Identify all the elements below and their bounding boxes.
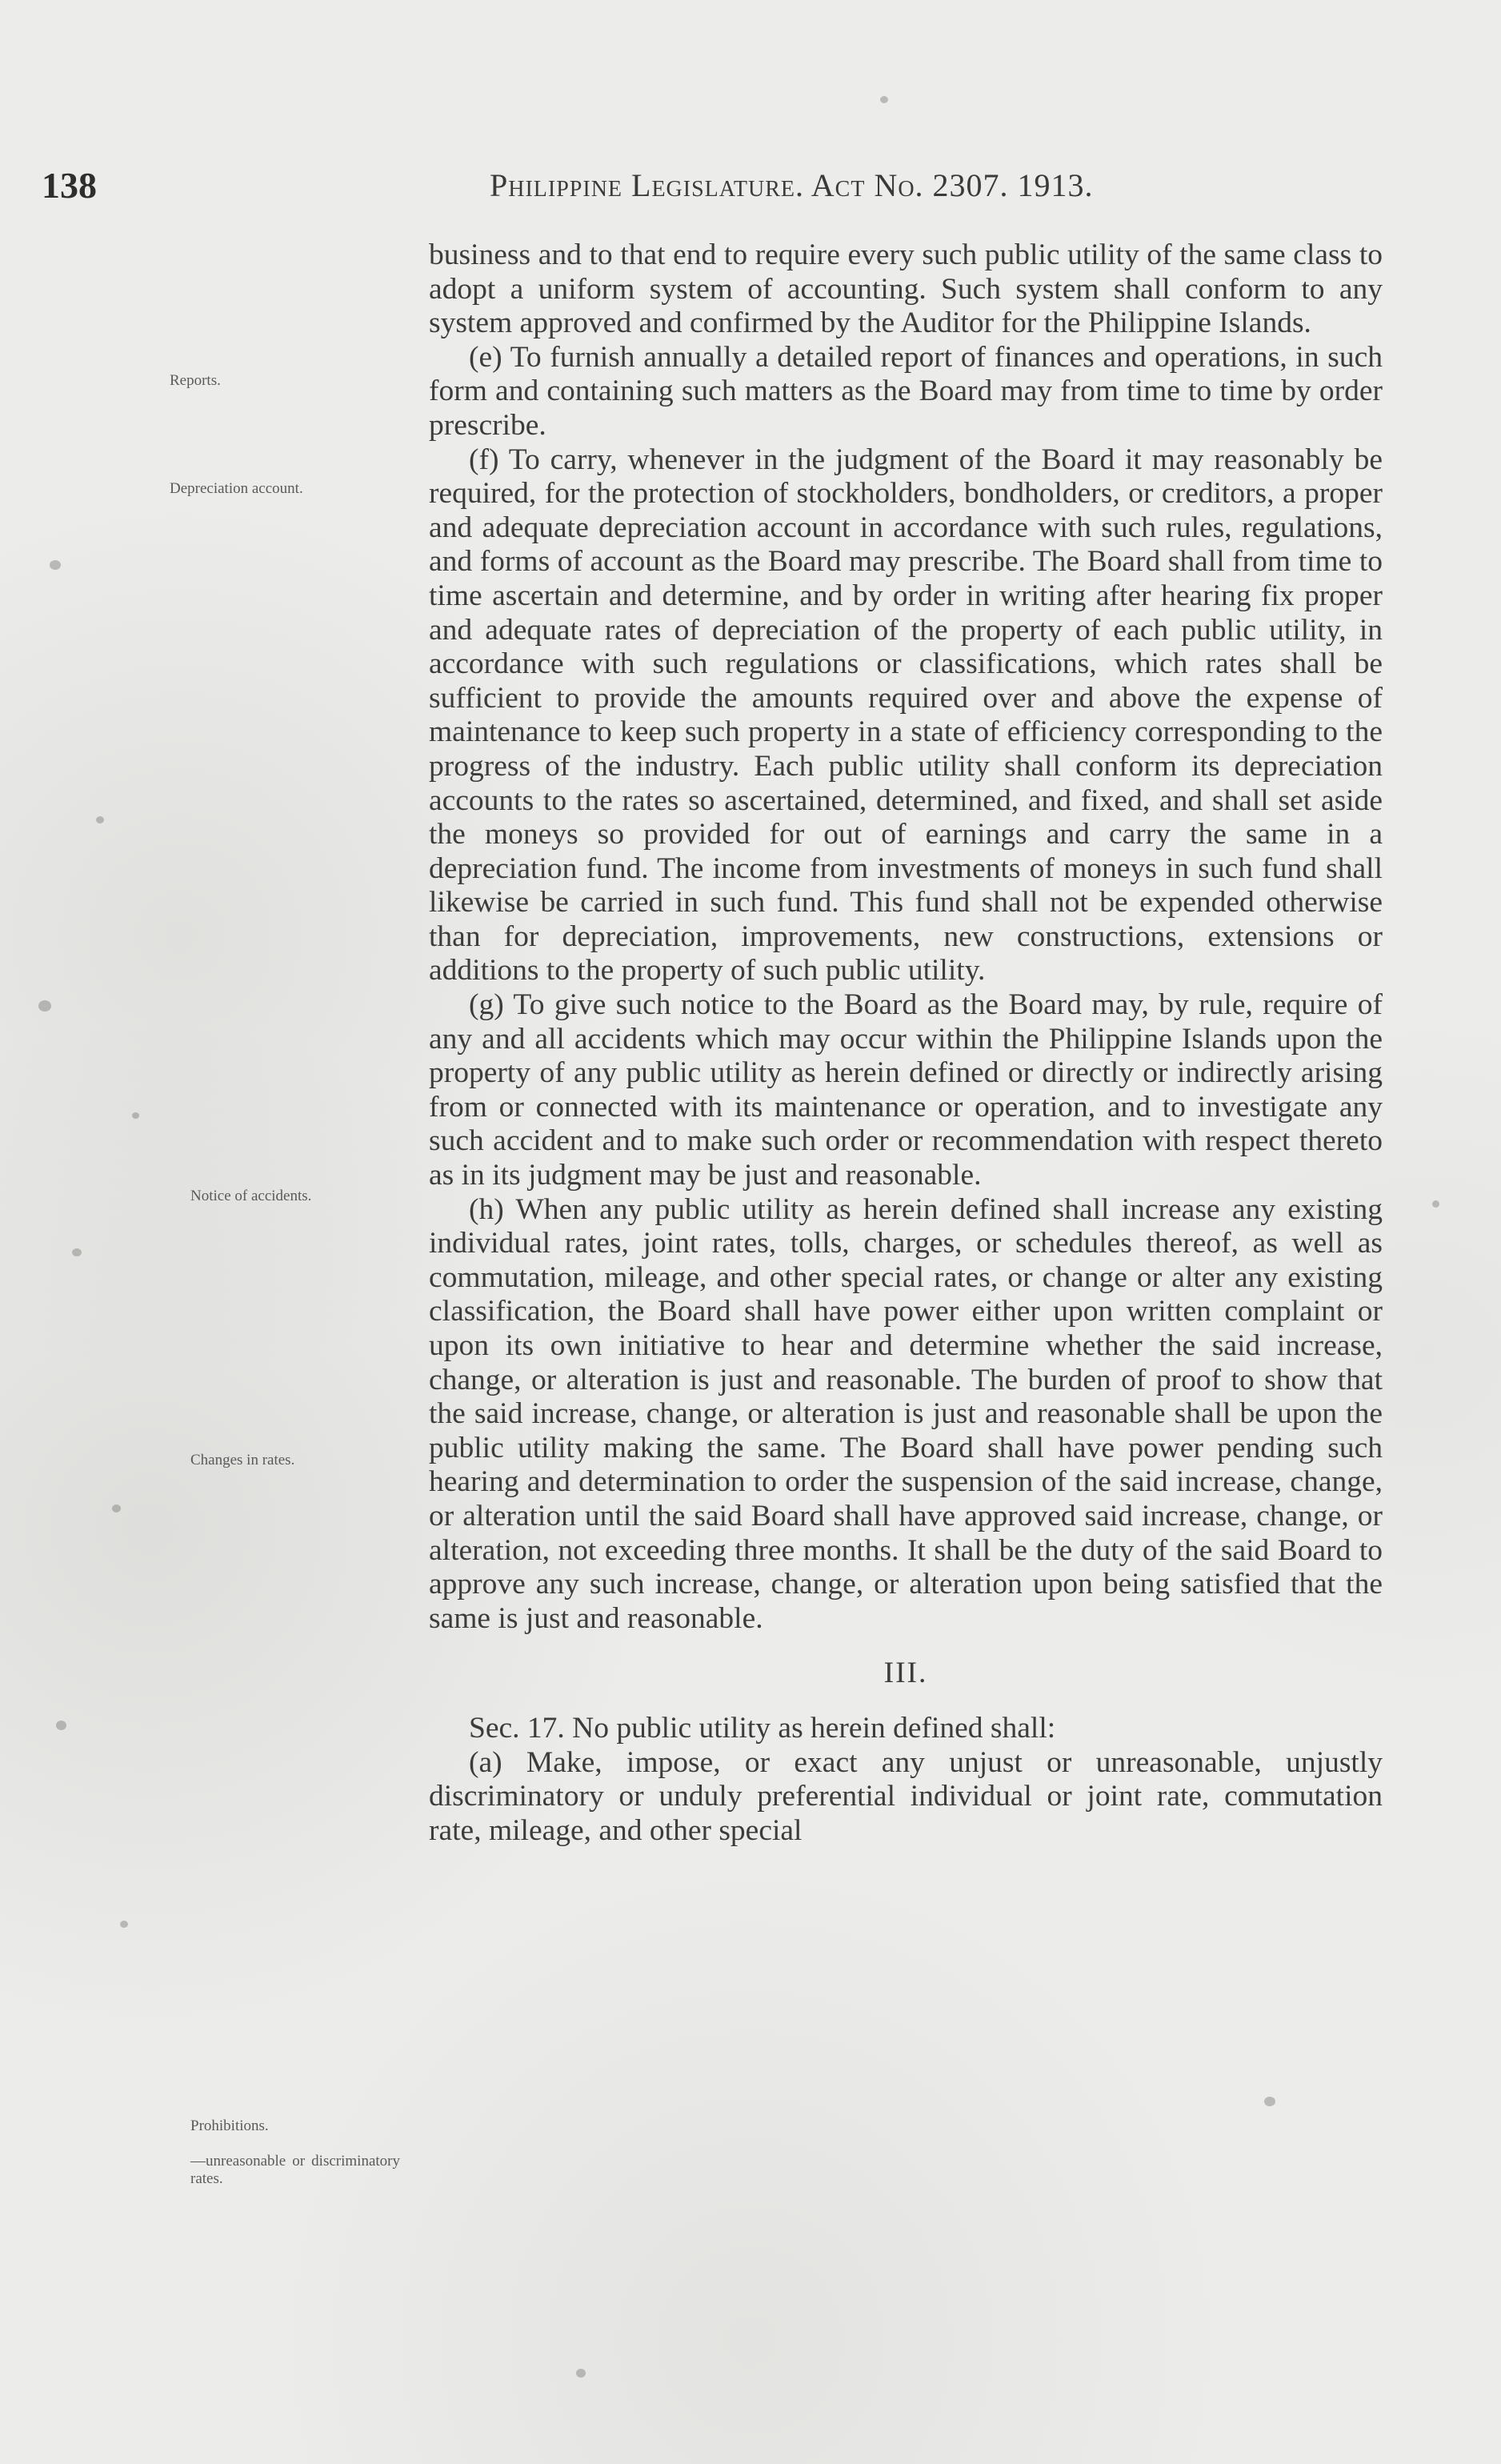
print-speck xyxy=(880,96,888,103)
paragraph-section-17: Sec. 17. No public utility as herein defined shall: xyxy=(469,1711,1056,1745)
paragraph-reports: (e) To furnish annually a detailed report of finances and operations, in such form and containing such matters as the Board may from time to time by order prescribe. xyxy=(429,340,1383,442)
print-speck xyxy=(96,816,104,823)
paragraph-unreasonable-rates: (a) Make, impose, or exact any unjust or unreasonable, unjustly discriminatory or unduly preferential individual or joint rate, commutation rate, mileage, and other special xyxy=(429,1745,1383,1847)
margin-note-rates: Changes in rates. xyxy=(190,1452,295,1468)
print-speck xyxy=(50,560,61,570)
section-heading: III. xyxy=(883,1657,928,1690)
paragraph-accounting: business and to that end to require every such public utility of the same class to adopt a uniform system of accounting. Such system shall conform to any system approved and confirmed by the Auditor for the Philippine Islands. xyxy=(429,238,1383,340)
print-speck xyxy=(576,2369,586,2378)
body-text xyxy=(429,238,1383,1848)
margin-note-unreasonable-rates: —unreasonable or discriminatory rates. xyxy=(190,2153,400,2187)
margin-note-accidents: Notice of accidents. xyxy=(190,1188,312,1204)
paragraph-accidents: (g) To give such notice to the Board as the Board may, by rule, require of any and all accidents which may occur within the Philippine Islands upon the property of any public utility as herein defined or directly or indirectly arising from or connected with its maintenance or operation, and to investigate any such accident and to make such order or recommendation with respect thereto as in its judgment may be just and reasonable. xyxy=(429,988,1383,1192)
print-speck xyxy=(1432,1200,1439,1208)
margin-note-prohibitions: Prohibitions. xyxy=(190,2117,269,2134)
paragraph-depreciation: (f) To carry, whenever in the judgment of the Board it may reasonably be required, for the protection of stockholders, bondholders, or creditors, a proper and adequate depreciation account in accordance with such rules, regulations, and forms of account as the Board may prescribe. The Board shall from time to time ascertain and determine, and by order in writing after hearing fix proper and adequate rates of depreciation of the property of each public utility, in accordance with such regulations or classifications, which rates shall be sufficient to provide the amounts required over and above the expense of maintenance to keep such property in a state of efficiency corresponding to the progress of the industry. Each public utility shall conform its depreciation accounts to the rates so ascertained, determined, and fixed, and shall set aside the moneys so provided for out of earnings and carry the same in a depreciation fund. The income from investments of moneys in such fund shall likewise be carried in such fund. This fund shall not be expended otherwise than for depreciation, improvements, new constructions, extensions or additions to the property of such public utility. xyxy=(429,443,1383,988)
print-speck xyxy=(1264,2097,1275,2106)
page-number: 138 xyxy=(42,165,97,206)
print-speck xyxy=(56,1721,66,1730)
print-speck xyxy=(120,1921,128,1928)
margin-note-reports: Reports. xyxy=(170,372,221,389)
running-head: Philippine Legislature. Act No. 2307. 1913. xyxy=(490,167,1094,203)
margin-note-depreciation: Depreciation account. xyxy=(170,480,303,497)
print-speck xyxy=(112,1504,121,1512)
print-speck xyxy=(132,1112,139,1119)
print-speck xyxy=(72,1248,82,1256)
paragraph-rates: (h) When any public utility as herein defined shall increase any existing individual rates, joint rates, tolls, charges, or schedules thereof, as well as commutation, mileage, and other special rates, or change or alter any existing classification, the Board shall have power either upon written complaint or upon its own initiative to hear and determine whether the said increase, change, or alteration is just and reasonable. The burden of proof to show that the said increase, change, or alteration is just and reasonable shall be upon the public utility making the same. The Board shall have power pending such hearing and determination to order the suspension of the said increase, change, or alteration until the said Board shall have approved said increase, change, or alteration, not exceeding three months. It shall be the duty of the said Board to approve any such increase, change, or alteration upon being satisfied that the same is just and reasonable. xyxy=(429,1192,1383,1635)
print-speck xyxy=(38,1000,51,1012)
